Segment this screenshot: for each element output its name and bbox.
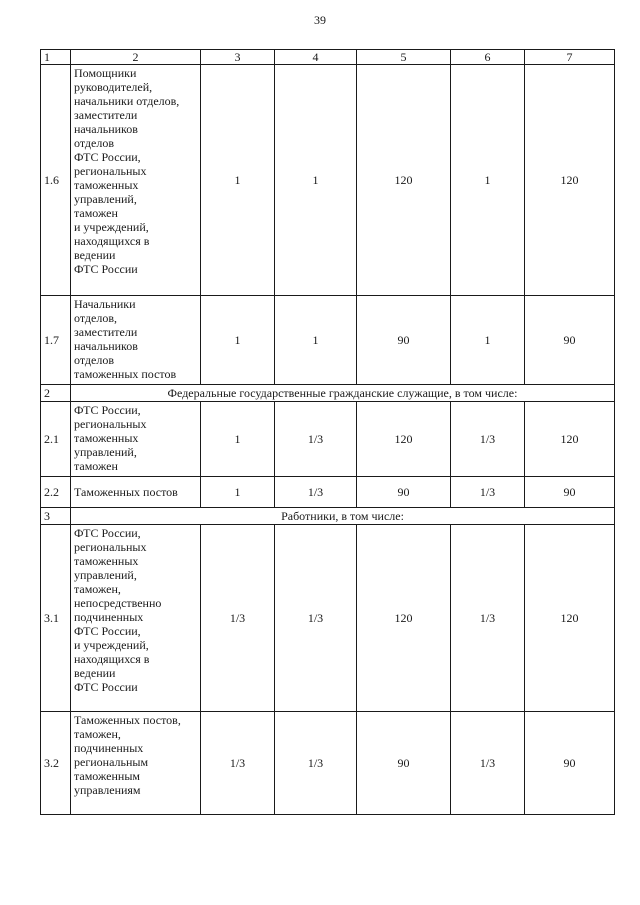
row-name: ФТС России, региональных таможенных управлений, таможен [71, 402, 201, 477]
cell-col4: 1/3 [275, 477, 357, 508]
row-number: 1.6 [41, 65, 71, 296]
table-row [41, 477, 615, 508]
table-header-row [41, 50, 615, 65]
table-row [41, 402, 615, 477]
cell-col5: 120 [357, 402, 451, 477]
cell-col3: 1 [201, 402, 275, 477]
table-row [41, 296, 615, 385]
header-cell: 4 [275, 50, 357, 65]
section-title: Работники, в том числе: [71, 508, 615, 525]
cell-col4: 1 [275, 65, 357, 296]
cell-col6: 1/3 [451, 402, 525, 477]
cell-col4: 1/3 [275, 402, 357, 477]
cell-col7: 90 [525, 477, 615, 508]
header-cell: 3 [201, 50, 275, 65]
cell-col6: 1 [451, 65, 525, 296]
cell-col4: 1/3 [275, 712, 357, 815]
cell-col5: 90 [357, 712, 451, 815]
row-name: Помощники руководителей, начальники отделов, заместители начальников отделов ФТС России, региональных таможенных управлений, таможен и учреждений, находящихся в ведении ФТС России [71, 65, 201, 296]
cell-col5: 120 [357, 65, 451, 296]
page-number: 39 [314, 13, 326, 27]
cell-col5: 90 [357, 477, 451, 508]
cell-col6: 1/3 [451, 712, 525, 815]
row-number: 3.1 [41, 525, 71, 712]
cell-col4: 1 [275, 296, 357, 385]
cell-col7: 120 [525, 65, 615, 296]
row-number: 2.1 [41, 402, 71, 477]
cell-col6: 1 [451, 296, 525, 385]
section-row [41, 508, 615, 525]
header-cell: 2 [71, 50, 201, 65]
section-row [41, 385, 615, 402]
row-name: Таможенных постов [71, 477, 201, 508]
cell-col6: 1/3 [451, 477, 525, 508]
cell-col3: 1 [201, 65, 275, 296]
cell-col6: 1/3 [451, 525, 525, 712]
table-row [41, 712, 615, 815]
cell-col5: 90 [357, 296, 451, 385]
cell-col3: 1/3 [201, 525, 275, 712]
table-row [41, 65, 615, 296]
section-number: 2 [41, 385, 71, 402]
cell-col3: 1 [201, 477, 275, 508]
row-name: ФТС России, региональных таможенных управлений, таможен, непосредственно подчиненных ФТС России, и учреждений, находящихся в ведении ФТС России [71, 525, 201, 712]
row-number: 2.2 [41, 477, 71, 508]
cell-col5: 120 [357, 525, 451, 712]
header-cell: 5 [357, 50, 451, 65]
header-cell: 7 [525, 50, 615, 65]
row-name: Таможенных постов, таможен, подчиненных региональным таможенным управлениям [71, 712, 201, 815]
cell-col3: 1/3 [201, 712, 275, 815]
cell-col7: 90 [525, 296, 615, 385]
row-number: 1.7 [41, 296, 71, 385]
header-cell: 6 [451, 50, 525, 65]
header-cell: 1 [41, 50, 71, 65]
cell-col3: 1 [201, 296, 275, 385]
cell-col7: 120 [525, 525, 615, 712]
row-name: Начальники отделов, заместители начальников отделов таможенных постов [71, 296, 201, 385]
cell-col4: 1/3 [275, 525, 357, 712]
cell-col7: 90 [525, 712, 615, 815]
section-title: Федеральные государственные гражданские служащие, в том числе: [71, 385, 615, 402]
section-number: 3 [41, 508, 71, 525]
norms-table [40, 49, 615, 815]
row-number: 3.2 [41, 712, 71, 815]
table-row [41, 525, 615, 712]
cell-col7: 120 [525, 402, 615, 477]
